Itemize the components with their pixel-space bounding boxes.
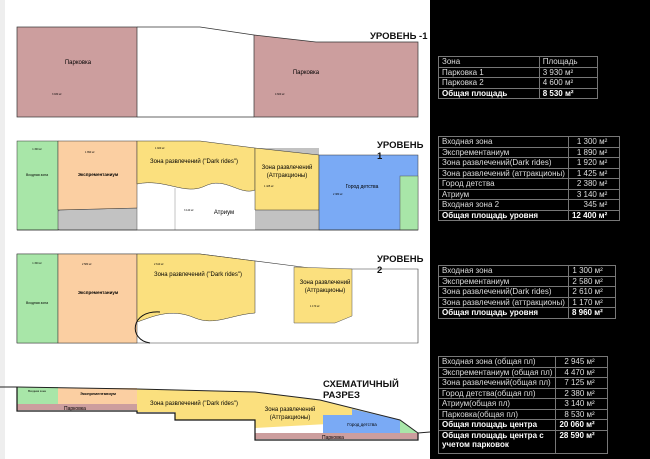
table-cell: 1 170 м² (568, 297, 615, 308)
table-cell: 2 945 м² (556, 357, 607, 368)
label: Экспрементаниум (77, 290, 119, 295)
table-cell: 4 470 м² (556, 367, 607, 378)
label: 1 300 м² (32, 148, 42, 151)
label: Зона развлечений ("Dark rides") (153, 272, 243, 278)
label: Зона развлечений ("Dark rides") (149, 159, 239, 165)
label: 1 170 м² (310, 305, 320, 308)
table-cell: 4 600 м² (539, 78, 597, 89)
table-cell: 2 380 м² (556, 388, 607, 399)
label: 4 600 м² (275, 93, 285, 96)
entry-zone (17, 254, 58, 343)
table-cell: Общая площадь центра с учетом парковок (439, 430, 556, 453)
table-cell: 345 м² (568, 200, 619, 211)
table-cell: Парковка 2 (439, 78, 540, 89)
label: Зона развлечений ("Dark rides") (149, 401, 239, 407)
table-totals (438, 356, 608, 454)
table-cell: Входная зона (439, 266, 569, 277)
table-cell: Общая площадь уровня (439, 308, 569, 319)
table-cell: Зона развлечений(Dark rides) (439, 287, 569, 298)
entry-zone-2 (400, 176, 418, 230)
table-cell: 8 960 м² (568, 308, 615, 319)
table-cell: 20 060 м² (556, 420, 607, 431)
level-1-title: УРОВЕНЬ 1 (377, 140, 424, 162)
level-1-plan (17, 141, 418, 230)
table-cell: 1 300 м² (568, 266, 615, 277)
level-minus1-plan (17, 27, 418, 117)
attractions (255, 148, 319, 210)
table-cell: 28 590 м² (556, 430, 607, 453)
header-cell: Площадь (539, 57, 597, 68)
table-cell: Входная зона (общая пл) (439, 357, 556, 368)
table-cell: Город детства (439, 179, 569, 190)
table-level-2 (438, 265, 616, 319)
table-cell: 3 140 м² (556, 399, 607, 410)
table-cell: 1 300 м² (568, 137, 619, 148)
table-level-1 (438, 136, 620, 221)
table-cell: 8 530 м² (539, 88, 597, 99)
label: 3 930 м² (52, 93, 62, 96)
table-cell: Зона развлечений (аттракционы) (439, 168, 569, 179)
label: Город детства (347, 422, 377, 427)
table-cell: Зона развлечений(общая пл) (439, 378, 556, 389)
table-cell: 1 425 м² (568, 168, 619, 179)
experimentanium (58, 254, 137, 343)
table-cell: 12 400 м² (568, 210, 619, 221)
table-cell: Общая площадь (439, 88, 540, 99)
label: Зона развлечений (261, 165, 313, 171)
table-cell: Атриум(общая пл) (439, 399, 556, 410)
table-cell: 1 890 м² (568, 147, 619, 158)
label: Парковка (292, 70, 320, 76)
table-cell: Атриум (439, 189, 569, 200)
table-cell: Парковка 1 (439, 67, 540, 78)
parking-1 (17, 27, 137, 117)
label: Входная зона (28, 389, 46, 393)
parking-2 (254, 35, 418, 117)
table-level-minus1 (438, 56, 598, 99)
label: 2 610 м² (154, 263, 164, 266)
table-cell: 8 530 м² (556, 409, 607, 420)
entry-zone (17, 141, 58, 230)
table-cell: Зона развлечений (аттракционы) (439, 297, 569, 308)
table-cell: Экспрементаниум (общая пл) (439, 367, 556, 378)
label: 2 380 м² (333, 193, 343, 196)
label: Зона развлечений (264, 407, 316, 413)
level-2-title: УРОВЕНЬ 2 (377, 254, 424, 276)
table-cell: Парковка(общая пл) (439, 409, 556, 420)
table-cell: Экспрементаниум (439, 276, 569, 287)
label: 2 580 м² (82, 263, 92, 266)
label: 3 140 м² (184, 209, 194, 212)
table-cell: 3 930 м² (539, 67, 597, 78)
table-cell: Зона развлечений(Dark rides) (439, 158, 569, 169)
label: Атриум (213, 210, 235, 216)
table-cell: Экспрементаниум (439, 147, 569, 158)
label: Экспрементаниум (77, 172, 119, 177)
table-cell: 1 920 м² (568, 158, 619, 169)
table-cell: Входная зона 2 (439, 200, 569, 211)
section-title: СХЕМАТИЧНЫЙ РАЗРЕЗ (323, 379, 399, 401)
table-cell: 3 140 м² (568, 189, 619, 200)
table-cell: Город детства(общая пл) (439, 388, 556, 399)
label: Город детства (345, 184, 379, 190)
level-2-plan (17, 254, 418, 343)
label: (Аттракционы) (304, 288, 346, 294)
attractions (294, 267, 352, 323)
label: 1 890 м² (85, 151, 95, 154)
label: 1 920 м² (155, 147, 165, 150)
table-cell: 7 125 м² (556, 378, 607, 389)
label: Парковка (322, 435, 344, 441)
table-cell: Общая площадь уровня (439, 210, 569, 221)
table-cell: 2 610 м² (568, 287, 615, 298)
header-cell: Зона (439, 57, 540, 68)
label: Парковка (64, 406, 86, 412)
label: 1 425 м² (264, 185, 274, 188)
label: Экспрементаниум (80, 391, 116, 396)
label: 1 300 м² (32, 262, 42, 265)
label: (Аттракционы) (266, 173, 308, 179)
label: Зона развлечений (299, 280, 351, 286)
table-cell: Входная зона (439, 137, 569, 148)
label: (Аттракционы) (269, 415, 311, 421)
label: Парковка (64, 60, 92, 66)
label: Входная зона (25, 173, 49, 177)
table-cell: Общая площадь центра (439, 420, 556, 431)
table-cell: 2 580 м² (568, 276, 615, 287)
label: Входная зона (25, 301, 49, 305)
level-minus1-title: УРОВЕНЬ -1 (370, 31, 428, 42)
table-cell: 2 380 м² (568, 179, 619, 190)
